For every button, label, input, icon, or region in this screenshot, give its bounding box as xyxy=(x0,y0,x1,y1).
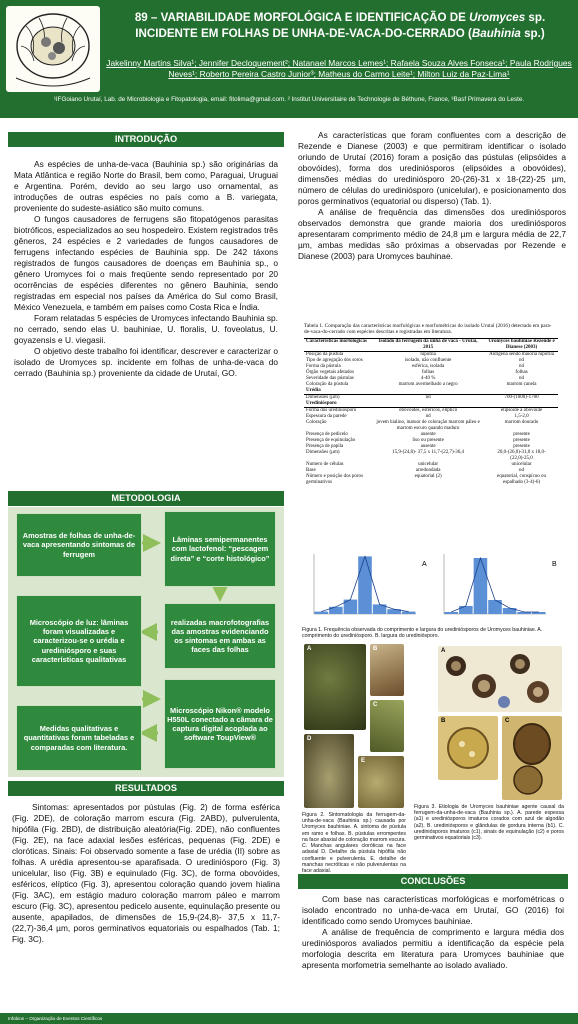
table-cell: Forma dos urediniósporo xyxy=(306,407,357,413)
table-cell: nd xyxy=(519,375,525,381)
table-cell: nd xyxy=(425,413,431,419)
table-cell: Tipo de agregação dos soros xyxy=(306,357,363,363)
table-cell: elipsóide a obovóide xyxy=(500,407,543,413)
poster-header xyxy=(0,0,578,118)
table-cell: ausente xyxy=(420,431,436,437)
table-row xyxy=(304,407,558,414)
results-section xyxy=(8,781,284,945)
photo-fig2-a xyxy=(304,644,366,730)
table-cell: marrom dourado xyxy=(504,419,539,425)
table-cell: ausente xyxy=(420,443,436,449)
histogram-bar xyxy=(488,600,502,614)
figure2-caption: Figura 2. Sintomatologia da ferrugem-da-unha-de-vaca (Bauhinia sp.) causada por Uromyces bauhiniae. A. sintoma de pústula em ramo e folhas. B. pústulas errompentes na face abaxial de coloração marrom escura. C. Manchas angulares cloróticas na face adaxial D. Detalhe da pústula hipófila não confluente e pulverulenta. E. detalhe de manchas necróticas e não pulverulentas na face adaxial. xyxy=(302,812,406,875)
table-cell: unicelular xyxy=(511,461,532,467)
table-cell: Número e posição dos poros germinativos xyxy=(306,473,363,485)
method-step-macrophotos: realizadas macrofotografias das amostras evidenciando os sintomas em ambas as faces das folhas xyxy=(164,603,276,669)
table-cell: equatorial (2) xyxy=(414,473,442,479)
chart-panel-label: B xyxy=(552,561,557,568)
intro-paragraph: As espécies de unha-de-vaca (Bauhinia sp.) são originárias da Mata Atlântica e região Norte do Brasil, bem como, Paraguai, Uruguai e Argentina. Porém, devido ao seu largo uso ornamental, as introduções de outras espécies no país como a B. variegata, proveniente do sudeste-asiático são muito comuns. xyxy=(14,159,278,213)
table-header-row xyxy=(304,338,558,351)
discussion-paragraph: A análise de frequência das dimensões dos urediniósporos observados demonstra que grande maioria dos urediniósporos apresentaram comprimento médio de 24,8 µm e largura média de 22,7 µm, ambas medidas são próximas a observadas por Rezende e Dianese (2003) para Uromyces bauhinae. xyxy=(298,207,566,261)
histogram-bar xyxy=(358,556,372,614)
spores-a-drawing xyxy=(438,646,562,712)
conclusions-section xyxy=(298,874,568,971)
photo-label: C xyxy=(373,702,378,708)
histogram-bar xyxy=(402,612,416,614)
table-cell: Posição da pústula xyxy=(306,351,344,357)
table-cell: marrom canela xyxy=(506,381,537,387)
poster-footer: Infobios – Organização de Eventos Científicos xyxy=(0,1013,578,1024)
micrograph-fig3-a xyxy=(438,646,562,712)
results-heading: RESULTADOS xyxy=(8,781,284,796)
table-cell: unicelular xyxy=(418,461,439,467)
table-cell: presente xyxy=(513,431,530,437)
table-row xyxy=(304,462,558,468)
table-cell: Presença de pedicelo xyxy=(306,431,348,437)
table-row xyxy=(304,438,558,444)
photo-fig2-b xyxy=(370,644,404,696)
table-cell: Numero de células xyxy=(306,461,344,467)
table-row xyxy=(304,358,558,364)
photo-label: A xyxy=(307,646,312,652)
table-cell: nd xyxy=(519,467,525,473)
table-cell: Forma da pústula xyxy=(306,363,341,369)
table-cell: jovem hialino, inatuor de coloração marrom páleo e marrom escuro quando maduro xyxy=(376,419,480,431)
table-row xyxy=(304,420,558,432)
photo-label: D xyxy=(307,736,312,742)
table-cell: Coloração da pústula xyxy=(306,381,349,387)
photo-label: B xyxy=(441,718,446,724)
photo-label: E xyxy=(361,758,366,764)
table-cell: marrom avermelhado a negro xyxy=(398,381,458,387)
intro-paragraph: O objetivo deste trabalho foi identificar, descrever e caracterizar o isolado de Uromyces sp. incidente em folhas de unha-de-vaca do cerrado (Bauhinia sp.) proveniente da cidade de Urutaí, GO. xyxy=(14,346,278,378)
method-step-measurements: Medidas qualitativas e quantitativas foram tabeladas e comparadas com literatura. xyxy=(16,705,142,771)
table-row xyxy=(304,450,558,462)
table-cell: Dimensões (µm) xyxy=(306,449,340,455)
table-header-cell: Características morfológicas xyxy=(304,338,371,351)
method-step-samples: Amostras de folhas de unha-de-vaca apresentando sintomas de ferrugem xyxy=(16,513,142,577)
conclusions-heading: CONCLUSÕES xyxy=(298,874,568,889)
spores-c-drawing xyxy=(502,716,562,800)
table-cell: presente xyxy=(513,443,530,449)
photo-fig2-d xyxy=(304,734,354,808)
table-cell: esférica, isolada xyxy=(412,363,445,369)
intro-paragraph: Foram relatadas 5 espécies de Uromyces infectando Bauhinia sp. no cerrado, sendo elas U. bauhiniae, U. floralis, U. foveolatus, U. goyazensis e U. viegasii. xyxy=(14,313,278,345)
photo-fig2-e xyxy=(358,756,404,808)
table-row xyxy=(304,382,558,388)
photo-fig2-c xyxy=(370,700,404,752)
histogram-width-plot xyxy=(436,550,560,622)
micrograph-fig3-b xyxy=(438,716,498,780)
table-row xyxy=(304,376,558,382)
discussion-paragraph: As características que foram confluentes com a descrição de Rezende e Dianese (2003) e que permitiram identificar o isolado oriundo de Urutaí (2016) foram a posição das pústulas (elipsóides a obovóides), forma dos urediniósporos (elipsóides a obovóides), dimensões médias do urediniósporo 20-(26)-31 x 18-(22)-25 µm, número de células do urediniósporo (unicelular), e posicionamento dos poros germinativos (equatorial ou disperso) (Tab. 1). xyxy=(298,130,566,206)
photo-label: B xyxy=(373,646,378,652)
table-cell: obovóides, esféricos, elíptico xyxy=(398,407,458,413)
table-cell: Coloração xyxy=(306,419,327,425)
institution-logo xyxy=(6,6,100,92)
conclusions-paragraph: A análise de frequência de comprimento e largura média dos urediniósporos avaliados permitiu a identificação da espécie pela morfologia descrita em literatura para Uromyces bauhiniae que apresenta morfometria semelhante ao isolado avaliado. xyxy=(302,927,564,970)
chart-panel-label: A xyxy=(422,561,427,568)
table-cell: presente xyxy=(513,437,530,443)
table-cell: Presença de papila xyxy=(306,443,344,449)
photo-label: A xyxy=(441,648,446,654)
table-cell: Presença de equinulação xyxy=(306,437,356,443)
intro-section xyxy=(8,132,284,379)
table-cell: Órgão vegetais afetados xyxy=(306,369,354,375)
table-cell: 700-(1000)-1700 xyxy=(504,394,539,400)
table-cell: Anfígena sendo maioria hipófila xyxy=(489,351,554,357)
table-header-cell: Uromyces bauhiniae Rezende e Dianese (2003) xyxy=(485,338,558,351)
conclusions-paragraph: Com base nas características morfológicas e morfométricas o isolado encontrado no unha-de-vaca em Urutaí, GO (2016) foi identificado como sendo Uromyces bauhiniae. xyxy=(302,894,564,926)
table-row xyxy=(304,444,558,450)
author-list: Jakelinny Martins Silva¹; Jennifer Decloquement²; Natanael Marcos Lemes¹; Rafaela Souza Alves Fonseca¹; Paula Rodrigues Neves¹; Roberto Pereira Castro Junior³; Matheus do Carmo Leite¹; Milton Luiz da Paz-Lima¹ xyxy=(106,58,572,80)
table-cell: nd xyxy=(519,363,525,369)
table-cell: arredondada xyxy=(415,467,441,473)
results-paragraph: Sintomas: apresentados por pústulas (Fig. 2) de forma esférica (Fig. 2DE), de coloração marrom escura (Fig. 2ABD), pulverulenta, hipófila (Fig. 2BD), de distribuição aleatória(Fig. 2DE), não confluentes (Fig. 2E), na face adaxial lesões esféricas, pequenas (Fig. 2DE) e cloróticas. Sinais: Foi observado somente a fase de urédia (II) sobre as folhas. A urédia apresentou-se aparafisada. O urediniósporo (Fig. 3) unicelular, liso (Fig. 3B) e equinulado (Fig. 3C), de forma obovóides, esféricos, elíptico (Fig. 3), apresentou coloração quando jovem hialina (Fig. 3AC), em estágio maduro coloração marrom páleo e marrom escuro (Fig. 3C), apresentou pedicelo ausente, equinulação presente ou ausente, apapilados, de dimensões de 15,9-(24,8)- 37,5 x 11,7-(22,7)-36,4 µm, poros germinativos equatoriais ou espalhados (Tab. 1; Fig. 3C). xyxy=(12,802,280,944)
histogram-length xyxy=(306,550,430,622)
table-cell: folhas xyxy=(421,369,435,375)
table-cell: Espessura da parede xyxy=(306,413,347,419)
table-row xyxy=(304,474,558,486)
intro-paragraph: O fungos causadores de ferrugens são fitopatógenos parasitas biotróficos, especializados ao seu hospedeiro. Existem registrados três gêneros, 24 espécies e 2 variedades de fungos causadores de ferrugens infectando espécies de Bauhinia spp. De 242 táxons registrados de fungos causadores de doenças em Bauhinia sp., o gênero Uromyces foi o mais freqüente sendo representado por 20 ocorrências de espécies diferentes no gênero Bauhinia, sendo registradas em especial nos países da América do Sul como Brasil, México Venezuela, e também em países como Costa Rica e Índia. xyxy=(14,214,278,312)
table-row xyxy=(304,351,558,358)
photo-label: C xyxy=(505,718,510,724)
method-step-light-microscope: Microscópio de luz: lâminas foram visualizadas e caracterizou-se o urédia e urediniósporo e suas características qualitativas xyxy=(16,595,142,687)
comparison-table xyxy=(304,323,558,486)
figure3-caption: Figura 3. Etiologia de Uromyces bauhiniae agente causal da ferrugem-da-unha-de-vaca (Bauhinia sp.). A. parede espessa (a1) e urediniósporos imaturos corados com azul de algodão (a2). B. urediniósporos e glândulas de gordura interna (b1). C. urediniósporos imaturos (c1), sinais de equinulação (c2) e poros germinativos equatoriais (c3). xyxy=(414,804,564,842)
table-caption: Tabela 1. Comparação das características morfológicas e morfométricas do isolado Urutaí (2016) detectado em para-de-vaca-do-cerrado com espécies descritas e registradas em literatura. xyxy=(304,323,552,336)
micrograph-fig3-c xyxy=(502,716,562,800)
histogram-length-plot xyxy=(306,550,430,622)
method-step-slides: Lâminas semipermanentes com lactofenol: “pescagem direta” e “corte histológico” xyxy=(164,511,276,587)
intro-heading: INTRODUÇÃO xyxy=(8,132,284,147)
table-cell: isolado, não confluente xyxy=(404,357,452,363)
table-cell: 1,5-2,0 xyxy=(514,413,529,419)
table-cell: equatorial, conspícuo ou espalhado (3-4)-6) xyxy=(497,473,547,485)
method-flowchart xyxy=(8,507,284,777)
poster-title: 89 – VARIABILIDADE MORFOLÓGICA E IDENTIFICAÇÃO DE Uromyces sp. INCIDENTE EM FOLHAS DE UNHA-DE-VACA-DO-CERRADO (Bauhinia sp.) xyxy=(134,11,546,41)
table-row xyxy=(304,432,558,438)
table-cell: hipófila xyxy=(420,351,436,357)
histogram-bar xyxy=(459,606,473,614)
histogram-bar xyxy=(329,607,343,614)
table-header-cell: Isolado da ferrugem da unha de vaca - Urutaí, 2015 xyxy=(371,338,485,351)
method-step-nikon-microscope: Microscópio Nikon® modelo H550L conectado a câmara de captura digital acoplada ao software ToupView® xyxy=(164,679,276,769)
table-cell: Dimensões (µm) xyxy=(306,394,340,400)
table-cell: 4-40 % xyxy=(420,375,436,381)
histogram-bar xyxy=(474,558,488,614)
table-cell: folhas xyxy=(515,369,528,375)
table-cell: Base xyxy=(306,467,316,473)
table-row xyxy=(304,370,558,376)
histogram-width xyxy=(436,550,560,622)
table-cell: Severidade das pústulas xyxy=(306,375,354,381)
figure1-caption: Figura 1. Frequência observada do comprimento e largura do urediniósporos de Uromyces bauhiniae. A. comprimento do urediniósporo. B. largura do urediniósporo. xyxy=(302,627,543,640)
spores-b-drawing xyxy=(438,716,498,780)
table-section-label: Urédia xyxy=(304,388,558,395)
histogram-bar xyxy=(445,612,459,614)
table-cell: 15,9-(24,8)- 37,5 x 11,7-(22,7)-36,4 xyxy=(392,449,465,455)
affiliations: ¹IFGoiano Urutaí, Lab. de Microbiologia e Fitopatologia, email: fitolima@gmail.com. ² Institut Universitaire de Technologie de Béthune, France, ³Basf Primavera do Leste. xyxy=(53,96,525,103)
histogram-bar xyxy=(315,612,329,614)
table-cell: 20,0-(26,0)-31,0 x 18,0-(22,0)-25,0 xyxy=(497,449,546,461)
table-cell: nd xyxy=(425,394,431,400)
table-cell: nd xyxy=(519,357,525,363)
table-cell: liso ou presente xyxy=(412,437,444,443)
discussion-section xyxy=(298,130,566,262)
table-section-label: Urediniósporo xyxy=(304,401,558,408)
method-heading: METODOLOGIA xyxy=(8,491,284,506)
